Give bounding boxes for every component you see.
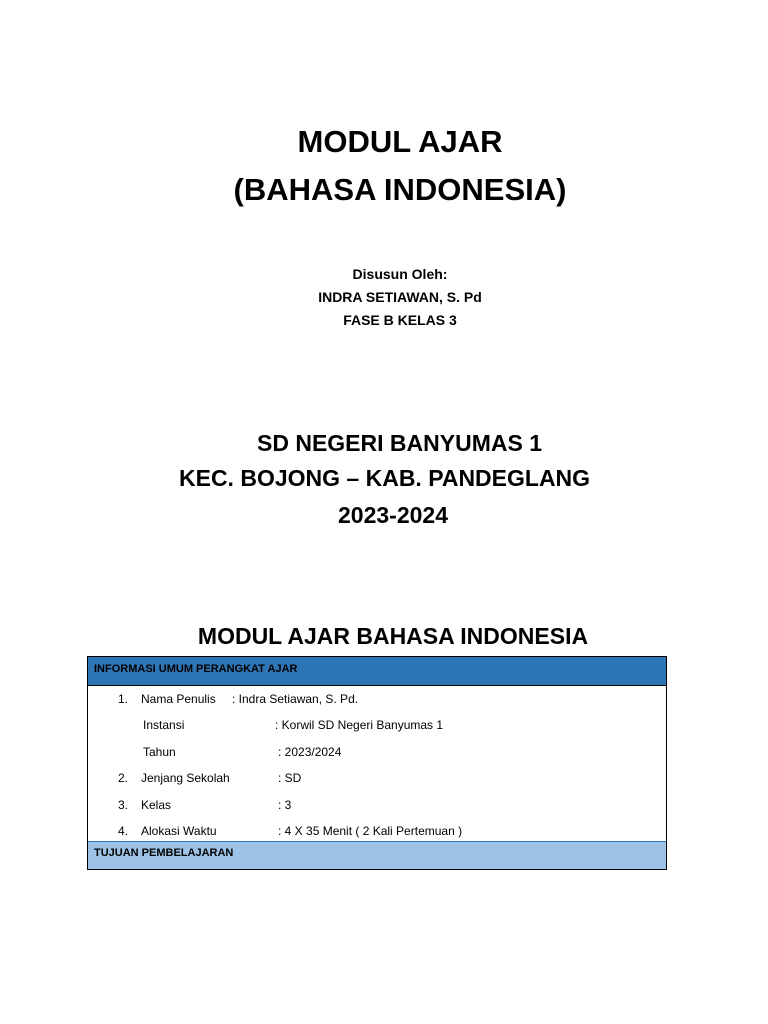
compiled-by-label: Disusun Oleh: <box>352 266 448 282</box>
author-name: INDRA SETIAWAN, S. Pd <box>318 289 482 305</box>
row-number: 2. <box>118 771 129 785</box>
row-number: 1. <box>118 692 129 706</box>
row-label-year: Tahun <box>143 745 176 759</box>
row-label-author: Nama Penulis <box>141 692 216 706</box>
cover-title-line2: (BAHASA INDONESIA) <box>233 172 567 207</box>
row-value-institution: : Korwil SD Negeri Banyumas 1 <box>275 718 444 732</box>
general-info-header-label: INFORMASI UMUM PERANGKAT AJAR <box>94 663 298 675</box>
row-number: 4. <box>118 824 129 838</box>
cover-title-line1: MODUL AJAR <box>297 124 503 159</box>
school-location: KEC. BOJONG – KAB. PANDEGLANG <box>179 465 591 491</box>
academic-year: 2023-2024 <box>338 502 448 528</box>
school-name: SD NEGERI BANYUMAS 1 <box>257 430 542 456</box>
row-label-institution: Instansi <box>143 718 185 732</box>
row-label-class: Kelas <box>141 798 172 812</box>
row-value-class: : 3 <box>278 798 292 812</box>
row-value-time-allocation: : 4 X 35 Menit ( 2 Kali Pertemuan ) <box>278 824 463 838</box>
row-label-time-allocation: Alokasi Waktu <box>141 824 217 838</box>
row-value-author: : Indra Setiawan, S. Pd. <box>232 692 359 706</box>
learning-objectives-header <box>88 841 666 869</box>
phase-class: FASE B KELAS 3 <box>343 312 457 328</box>
info-table <box>87 656 667 870</box>
learning-objectives-header-label: TUJUAN PEMBELAJARAN <box>94 847 234 859</box>
general-info-header <box>88 657 666 686</box>
row-value-school-level: : SD <box>278 771 302 785</box>
section-title: MODUL AJAR BAHASA INDONESIA <box>197 623 589 649</box>
row-value-year: : 2023/2024 <box>278 745 342 759</box>
row-number: 3. <box>118 798 129 812</box>
row-label-school-level: Jenjang Sekolah <box>141 771 230 785</box>
